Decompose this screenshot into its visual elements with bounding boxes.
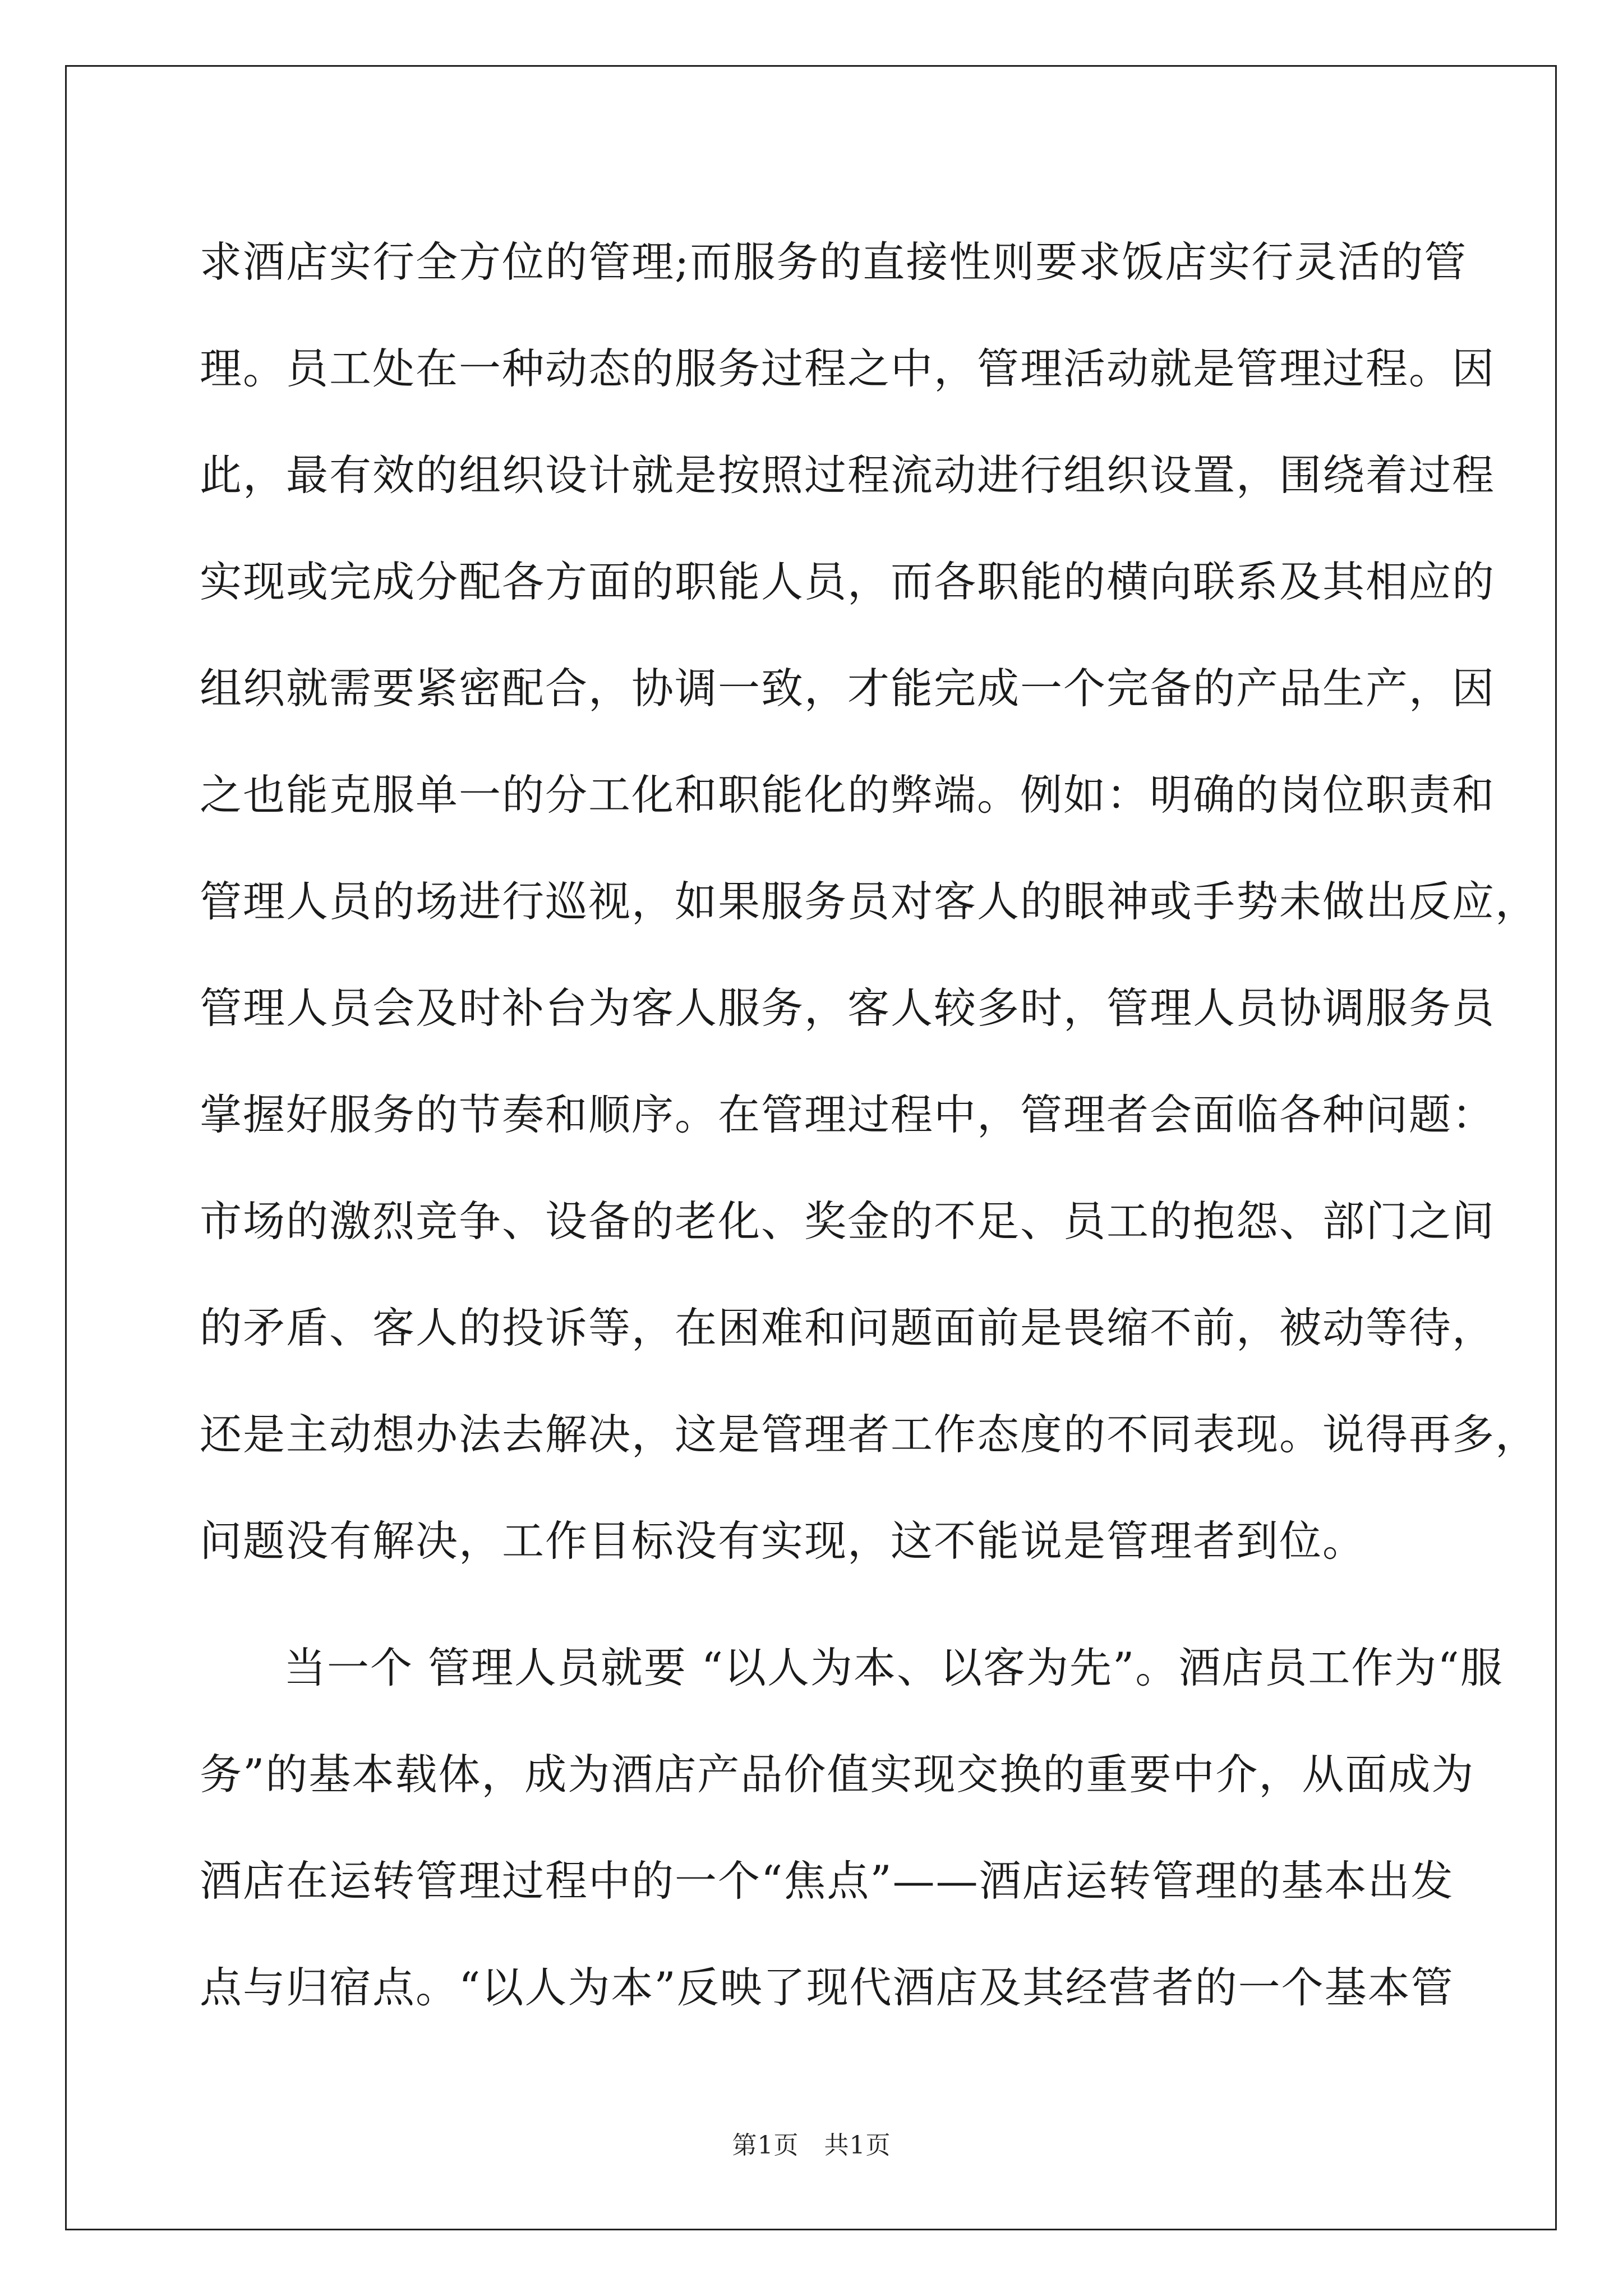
text-line: 酒店在运转管理过程中的一个“焦点”——酒店运转管理的基本出发	[200, 1856, 1454, 1906]
text-line: 求酒店实行全方位的管理;而服务的直接性则要求饭店实行灵活的管	[200, 237, 1468, 287]
text-line: 之也能克服单一的分工化和职能化的弊端。例如：明确的岗位职责和	[200, 770, 1496, 820]
page-number-footer: 第1页 共1页	[732, 2131, 891, 2160]
text-line: 点与归宿点。“以人为本”反映了现代酒店及其经营者的一个基本管	[200, 1963, 1454, 2012]
text-line: 的矛盾、客人的投诉等，在困难和问题面前是畏缩不前，被动等待，	[200, 1303, 1496, 1352]
text-line: 管理人员的场进行巡视，如果服务员对客人的眼神或手势未做出反应，	[200, 877, 1539, 926]
text-line: 理。员工处在一种动态的服务过程之中，管理活动就是管理过程。因	[200, 344, 1496, 393]
document-body	[200, 209, 1539, 2041]
text-line: 掌握好服务的节奏和顺序。在管理过程中，管理者会面临各种问题：	[200, 1090, 1496, 1139]
text-line: 实现或完成分配各方面的职能人员，而各职能的横向联系及其相应的	[200, 557, 1496, 606]
text-line: 此，最有效的组织设计就是按照过程流动进行组织设置，围绕着过程	[200, 450, 1496, 500]
text-line: 管理人员会及时补台为客人服务，客人较多时，管理人员协调服务员	[200, 983, 1496, 1033]
text-line: 务”的基本载体，成为酒店产品价值实现交换的重要中介，从面成为	[200, 1750, 1475, 1799]
text-line: 市场的激烈竞争、设备的老化、奖金的不足、员工的抱怨、部门之间	[200, 1197, 1496, 1246]
text-line: 还是主动想办法去解决，这是管理者工作态度的不同表现。说得再多，	[200, 1410, 1539, 1459]
text-line: 组织就需要紧密配合，协调一致，才能完成一个完备的产品生产，因	[200, 664, 1496, 713]
text-line: 问题没有解决，工作目标没有实现，这不能说是管理者到位。	[200, 1516, 1366, 1566]
paragraph-gap	[200, 1594, 1467, 1614]
paragraph-first-line: 当一个 管理人员就要 “以人为本、以客为先”。酒店员工作为“服	[284, 1643, 1504, 1692]
